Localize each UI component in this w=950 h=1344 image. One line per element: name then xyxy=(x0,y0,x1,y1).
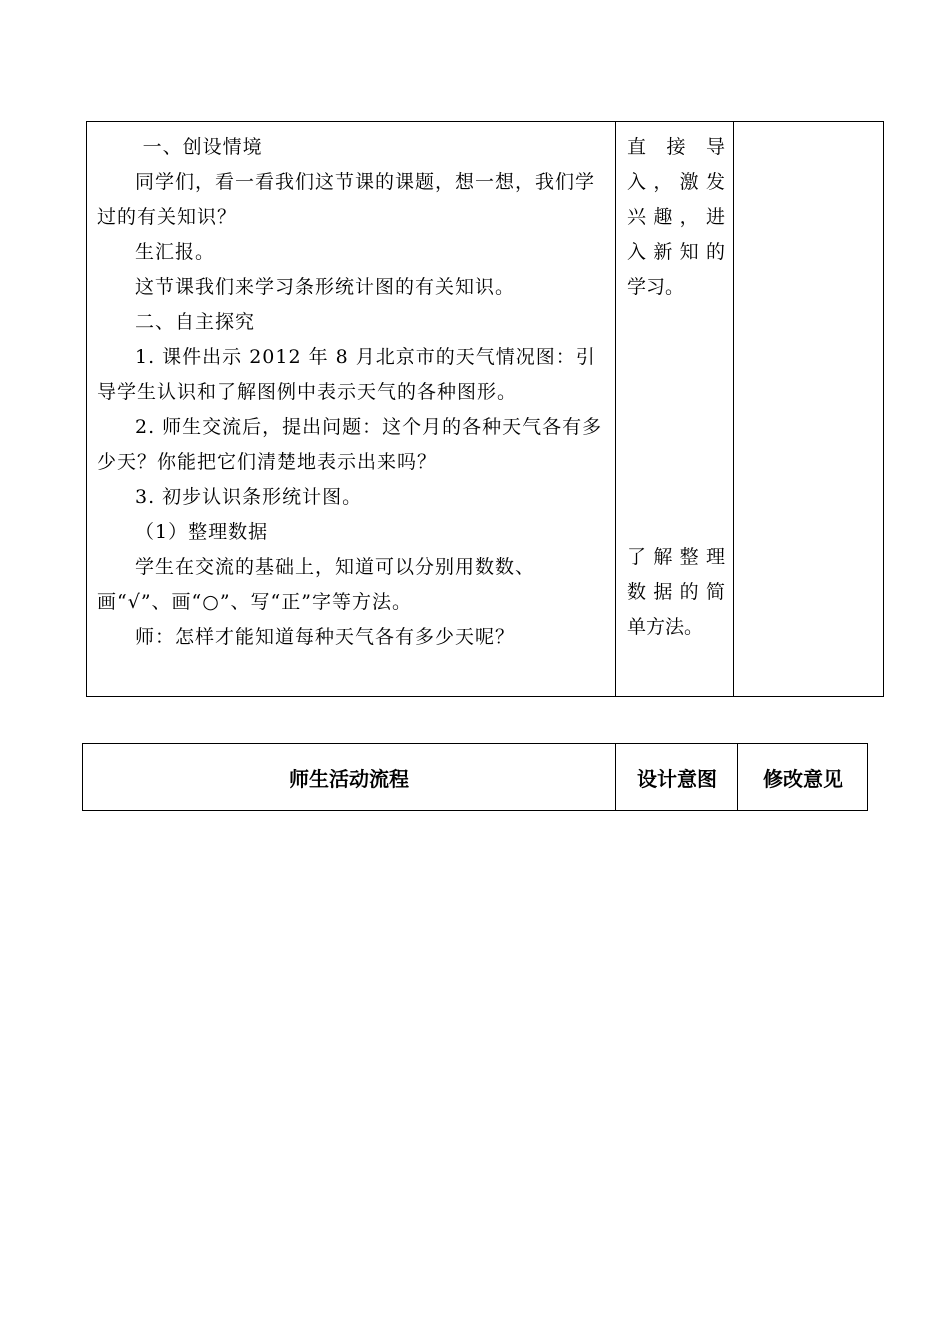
paragraph: （1）整理数据 xyxy=(135,521,269,543)
header-revision-notes: 修改意见 xyxy=(737,744,868,810)
design-intent-note xyxy=(627,540,725,645)
intent-line: 学习。 xyxy=(627,276,685,298)
intent-line: 单方法。 xyxy=(627,616,704,638)
paragraph: 学生在交流的基础上，知道可以分别用数数、画“√”、画“○”、写“正”字等方法。 xyxy=(97,556,536,613)
paragraph: 2. 师生交流后，提出问题：这个月的各种天气各有多少天？你能把它们清楚地表示出来吗？ xyxy=(97,416,603,473)
lesson-table xyxy=(86,121,884,697)
header-activity-flow: 师生活动流程 xyxy=(289,766,409,791)
intent-line: 直 接 导 xyxy=(627,136,725,158)
intent-line: 兴趣，进 xyxy=(627,206,725,228)
column-divider xyxy=(733,122,734,696)
intent-line: 入，激发 xyxy=(627,171,725,193)
paragraph: 3. 初步认识条形统计图。 xyxy=(135,486,363,508)
header-table xyxy=(82,743,868,811)
paragraph: 这节课我们来学习条形统计图的有关知识。 xyxy=(135,276,516,298)
paragraph: 同学们，看一看我们这节课的课题，想一想，我们学过的有关知识？ xyxy=(97,171,596,228)
paragraph: 师：怎样才能知道每种天气各有多少天呢？ xyxy=(135,626,516,648)
intent-line: 数据的简 xyxy=(627,581,725,603)
section-heading: 一、创设情境 xyxy=(142,136,263,158)
design-intent-note xyxy=(627,130,725,305)
intent-line: 了解整理 xyxy=(627,546,725,568)
section-heading: 二、自主探究 xyxy=(135,311,256,333)
paragraph: 1. 课件出示 2012 年 8 月北京市的天气情况图：引导学生认识和了解图例中表示天气的各种图形。 xyxy=(97,346,596,403)
activity-flow-cell xyxy=(97,130,609,655)
column-divider xyxy=(615,122,616,696)
paragraph: 生汇报。 xyxy=(135,241,216,263)
header-design-intent: 设计意图 xyxy=(615,744,738,810)
intent-line: 入新知的 xyxy=(627,241,725,263)
